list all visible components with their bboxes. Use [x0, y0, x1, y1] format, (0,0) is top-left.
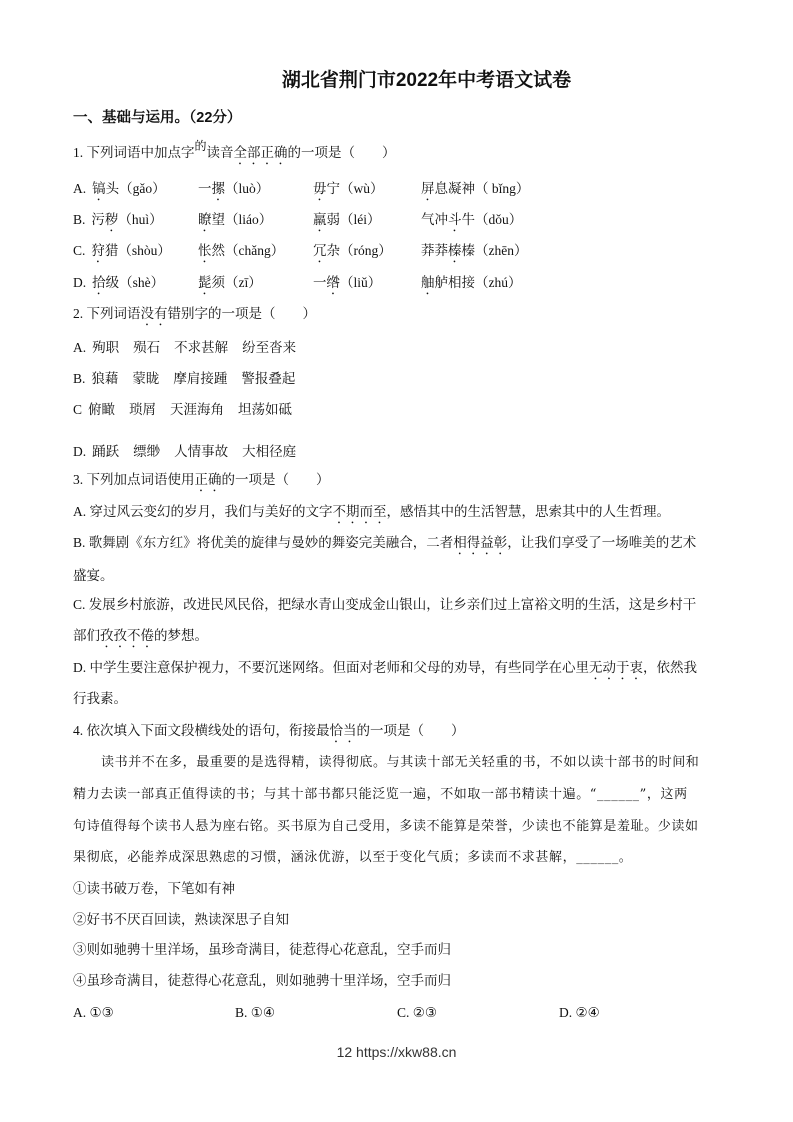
- question-2-option-a[interactable]: [73, 339, 310, 357]
- text-segment: 头（gǎo）: [105, 181, 166, 196]
- passage-line: 句诗值得每个读书人悬为座右铭。买书原为自己受用，多读不能算是荣誉，少读也不能算是羞耻。少读如: [73, 819, 699, 834]
- question-3-option-c[interactable]: [73, 596, 696, 614]
- option-word: 纷至沓来: [242, 340, 297, 355]
- option-item: [421, 180, 529, 204]
- text-segment: ，让我们享受了一场唯美的艺术: [507, 535, 697, 550]
- text-segment: （luò）: [225, 181, 270, 196]
- sentence-option: ③则如驰骋十里洋场，虽珍奇满目，徒惹得心花意乱，空手而归: [73, 942, 451, 957]
- question-3-option-a[interactable]: [73, 503, 670, 527]
- text-segment: 榛（zhēn）: [461, 243, 528, 258]
- option-word: 蒙眬: [132, 371, 160, 386]
- question-3-option-b-cont: [73, 567, 114, 585]
- emphasized-text: 镐: [92, 181, 106, 196]
- option-item: [73, 242, 198, 266]
- option-item: [73, 180, 198, 204]
- option-item: [198, 242, 313, 266]
- option-item: [313, 274, 421, 298]
- emphasized-text: 狩: [91, 243, 105, 258]
- emphasized-text: 屏: [421, 181, 435, 196]
- question-2-option-c[interactable]: [73, 401, 306, 419]
- text-segment: 莽莽: [421, 243, 448, 258]
- text-segment: 级（shè）: [105, 275, 165, 290]
- option-label: B.: [73, 212, 86, 227]
- option-item: [313, 211, 421, 235]
- text-segment: 宁（wù）: [326, 181, 384, 196]
- text-segment: 弱（léi）: [326, 212, 381, 227]
- text-segment: 错别字的一项是（ ）: [167, 306, 316, 321]
- question-2-option-d[interactable]: [73, 443, 310, 461]
- text-segment: 2. 下列词语: [73, 306, 141, 321]
- text-segment: 污: [91, 212, 105, 227]
- emphasized-text: 摞: [211, 181, 225, 196]
- sentence-option: ④虽珍奇满目，徒惹得心花意乱，则如驰骋十里洋场，空手而归: [73, 973, 451, 988]
- text-segment: 1. 下列词语中加点字: [73, 145, 195, 160]
- text-segment: （huì）: [118, 212, 163, 227]
- emphasized-text: 毋: [313, 181, 327, 196]
- emphasized-text: 羸: [313, 212, 327, 227]
- question-3-option-d-cont: [73, 690, 127, 708]
- option-word: 坦荡如砥: [238, 402, 293, 417]
- answer-a[interactable]: A. ①③: [73, 1005, 114, 1020]
- text-segment: 牛（dǒu）: [461, 212, 523, 227]
- option-item: [313, 180, 421, 204]
- option-word: 警报叠起: [241, 371, 296, 386]
- text-segment: 一: [313, 275, 327, 290]
- question-1-option-b[interactable]: [73, 211, 522, 235]
- emphasized-text: 瞭: [198, 212, 212, 227]
- question-1-option-d[interactable]: [73, 274, 522, 298]
- page-footer: 12 https://xkw88.cn: [336, 1044, 457, 1060]
- passage-line: 读书并不在多，最重要的是选得精，读得彻底。与其读十部无关轻重的书，不如以读十部书的时间和: [101, 755, 700, 770]
- option-label: D.: [73, 444, 87, 459]
- text-segment: 杂（róng）: [326, 243, 392, 258]
- text-segment: 部们: [73, 628, 100, 643]
- text-segment: A. 穿过风云变幻的岁月，我们与美好的文字: [73, 504, 333, 519]
- option-label: B.: [73, 371, 86, 386]
- text-segment: 须（zī）: [211, 275, 262, 290]
- text-segment: 读音: [206, 145, 234, 160]
- option-word: 殉职: [92, 340, 120, 355]
- option-item: [198, 274, 313, 298]
- option-item: [73, 274, 198, 298]
- emphasized-text: 无动于衷: [589, 660, 643, 675]
- emphasized-text: 相得益彰: [453, 535, 508, 550]
- text-segment: ，感悟其中的生活智慧，思索其中的人生哲理。: [386, 504, 670, 519]
- option-word: 缥缈: [133, 444, 161, 459]
- text-segment: 的一项是（ ）: [356, 723, 465, 738]
- text-segment: 盛宴。: [73, 568, 114, 583]
- text-segment: 的梦想。: [154, 628, 208, 643]
- question-3-option-d[interactable]: [73, 659, 697, 683]
- question-1-option-c[interactable]: [73, 242, 527, 266]
- option-word: 踊跃: [92, 444, 120, 459]
- option-word: 不求甚解: [174, 340, 229, 355]
- option-item: [313, 242, 421, 266]
- question-3-option-b[interactable]: [73, 534, 696, 558]
- emphasized-text: 髭: [198, 275, 212, 290]
- text-segment: D. 中学生要注意保护视力，不要沉迷网络。但面对老师和父母的劝导，有些同学在心里: [73, 660, 589, 675]
- option-word: 琐屑: [129, 402, 157, 417]
- text-segment: B. 歌舞剧《东方红》将优美的旋律与曼妙的舞姿完美融合，二者: [73, 535, 454, 550]
- question-2-option-b[interactable]: [73, 370, 309, 388]
- passage-line: 果彻底，必能养成深思熟虑的习惯，涵泳优游，以至于变化气质；多读而不求甚解，______。: [73, 850, 633, 865]
- text-segment: 气冲: [421, 212, 448, 227]
- emphasized-text: 榛: [448, 243, 462, 258]
- emphasized-text: 正确: [194, 472, 222, 487]
- option-word: 摩肩接踵: [173, 371, 228, 386]
- option-item: [73, 211, 198, 235]
- text-segment: 息凝神（ bǐng）: [434, 181, 530, 196]
- option-item: [421, 211, 522, 235]
- passage-line: 精力去读一部真正值得读的书；与其十部书都只能泛览一遍，不如取一部书精读十遍。“______”，这两: [73, 787, 688, 802]
- answer-b[interactable]: B. ①④: [235, 1005, 275, 1020]
- option-label: C.: [73, 243, 86, 258]
- text-segment: 舻相接（zhú）: [434, 275, 522, 290]
- sentence-option: ②好书不厌百回读，熟读深思子自知: [73, 912, 289, 927]
- section-heading: 一、基础与运用。（22分）: [73, 110, 242, 126]
- page-title: 湖北省荆门市2022年中考语文试卷: [281, 70, 572, 91]
- emphasized-text: 没有: [140, 306, 168, 321]
- emphasized-text: 全部正确: [233, 145, 288, 160]
- emphasized-text: 恰当: [329, 723, 357, 738]
- emphasized-text: 孜孜不倦: [100, 628, 154, 643]
- emphasized-text: 斗: [448, 212, 462, 227]
- text-segment: 的: [194, 139, 207, 153]
- option-label: C: [73, 402, 83, 417]
- question-3-option-c-cont: [73, 627, 208, 651]
- question-4-stem: [73, 722, 465, 746]
- emphasized-text: 不期而至: [332, 504, 387, 519]
- text-segment: C. 发展乡村旅游，改进民风民俗，把绿水青山变成金山银山，让乡亲们过上富裕文明的生活，这是乡村干: [73, 597, 697, 612]
- text-segment: 然（chǎng）: [211, 243, 285, 258]
- option-word: 狼藉: [91, 371, 119, 386]
- option-word: 人情事故: [174, 444, 229, 459]
- option-word: 殒石: [133, 340, 161, 355]
- text-segment: 行我素。: [73, 691, 127, 706]
- question-3-stem: [73, 471, 330, 495]
- question-1-option-a[interactable]: [73, 180, 529, 204]
- text-segment: ，依然我: [643, 660, 697, 675]
- option-item: [421, 274, 522, 298]
- option-label: A.: [73, 181, 87, 196]
- option-item: [198, 211, 313, 235]
- text-segment: 猎（shòu）: [104, 243, 171, 258]
- emphasized-text: 拾: [92, 275, 106, 290]
- text-segment: 4. 依次填入下面文段横线处的语句，衔接最: [73, 723, 330, 738]
- question-4-answers: [73, 1004, 721, 1022]
- text-segment: 望（liáo）: [211, 212, 273, 227]
- emphasized-text: 冗: [313, 243, 327, 258]
- option-word: 大相径庭: [242, 444, 297, 459]
- question-2-stem: [73, 305, 316, 329]
- emphasized-text: 绺: [326, 275, 340, 290]
- answer-d[interactable]: D. ②④: [559, 1005, 600, 1020]
- question-1-stem: [73, 139, 396, 168]
- option-label: A.: [73, 340, 87, 355]
- text-segment: 的一项是（ ）: [221, 472, 330, 487]
- emphasized-text: 舳: [421, 275, 435, 290]
- option-item: [198, 180, 313, 204]
- text-segment: 一: [198, 181, 212, 196]
- option-item: [421, 242, 527, 266]
- sentence-option: ①读书破万卷，下笔如有神: [73, 881, 235, 896]
- text-segment: （liǔ）: [340, 275, 382, 290]
- text-segment: 的一项是（ ）: [287, 145, 396, 160]
- option-word: 天涯海角: [170, 402, 225, 417]
- emphasized-text: 怅: [198, 243, 212, 258]
- option-label: D.: [73, 275, 87, 290]
- emphasized-text: 秽: [104, 212, 119, 227]
- text-segment: 3. 下列加点词语使用: [73, 472, 195, 487]
- answer-c[interactable]: C. ②③: [397, 1005, 437, 1020]
- option-word: 俯瞰: [88, 402, 116, 417]
